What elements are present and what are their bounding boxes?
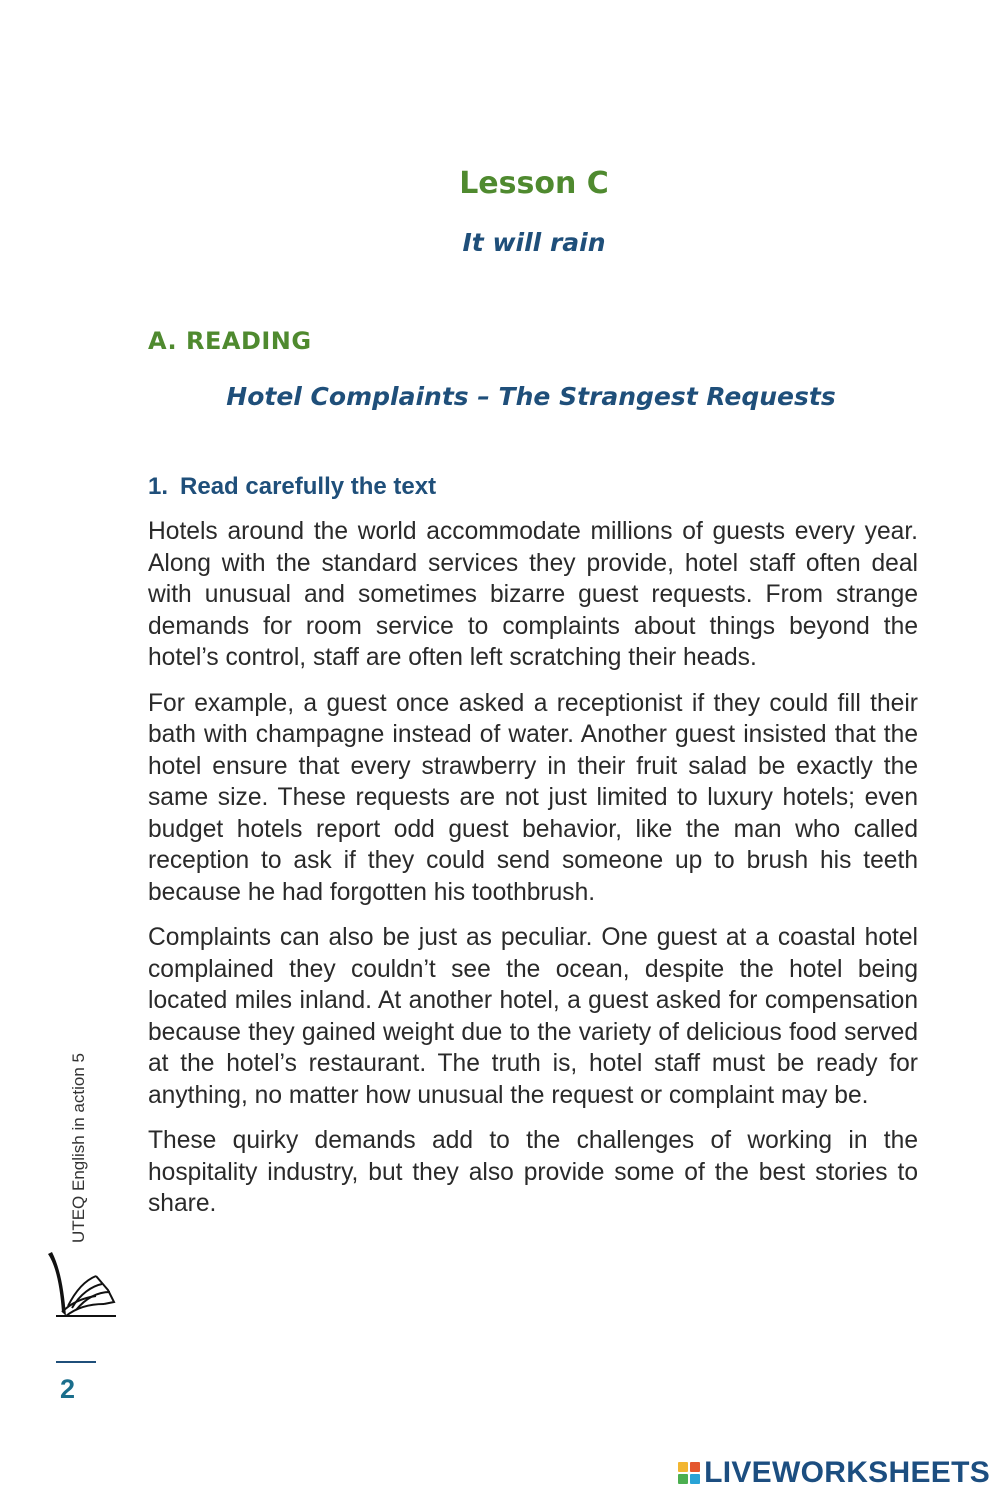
lesson-title: Lesson C <box>459 166 609 201</box>
instruction <box>148 473 436 501</box>
book-series-label: UTEQ English in action 5 <box>69 1053 88 1243</box>
liveworksheets-logo-icon <box>678 1462 700 1484</box>
lesson-subtitle: It will rain <box>462 228 606 257</box>
section-heading: A. READING <box>148 327 312 355</box>
brand-text: LIVEWORKSHEETS <box>704 1456 990 1489</box>
liveworksheets-brand[interactable] <box>678 1456 990 1490</box>
paragraph-2: For example, a guest once asked a receptionist if they could fill their bath with champagne instead of water. Another guest insisted that the hotel ensure that every strawberry in their fruit salad be exactly the same size. These requests are not just limited to luxury hotels; even budget hotels report odd guest behavior, like the man who called reception to ask if they could send someone up to brush his teeth because he had forgotten his toothbrush. <box>148 689 918 906</box>
page-number-rule <box>56 1361 96 1363</box>
instruction-number: 1. <box>148 473 169 500</box>
paragraph-1: Hotels around the world accommodate millions of guests every year. Along with the standard services they provide, hotel staff often deal with unusual and sometimes bizarre guest requests. From strange demands for room service to complaints about things beyond the hotel’s control, staff are often left scratching their heads. <box>148 518 918 671</box>
reading-text <box>148 516 918 1234</box>
paragraph-3: Complaints can also be just as peculiar. One guest at a coastal hotel complained they couldn’t see the ocean, despite the hotel being located miles inland. At another hotel, a guest asked for compensation because they gained weight due to the variety of delicious food served at the hotel’s restaurant. The truth is, hotel staff must be ready for anything, no matter how unusual the request or complaint may be. <box>148 924 918 1109</box>
reading-title: Hotel Complaints – The Strangest Requests <box>226 382 836 411</box>
instruction-text: Read carefully the text <box>180 473 437 500</box>
paragraph-4: These quirky demands add to the challenges of working in the hospitality industry, but they also provide some of the best stories to share. <box>148 1127 918 1217</box>
open-book-icon <box>42 1246 120 1322</box>
page-number: 2 <box>60 1374 76 1404</box>
